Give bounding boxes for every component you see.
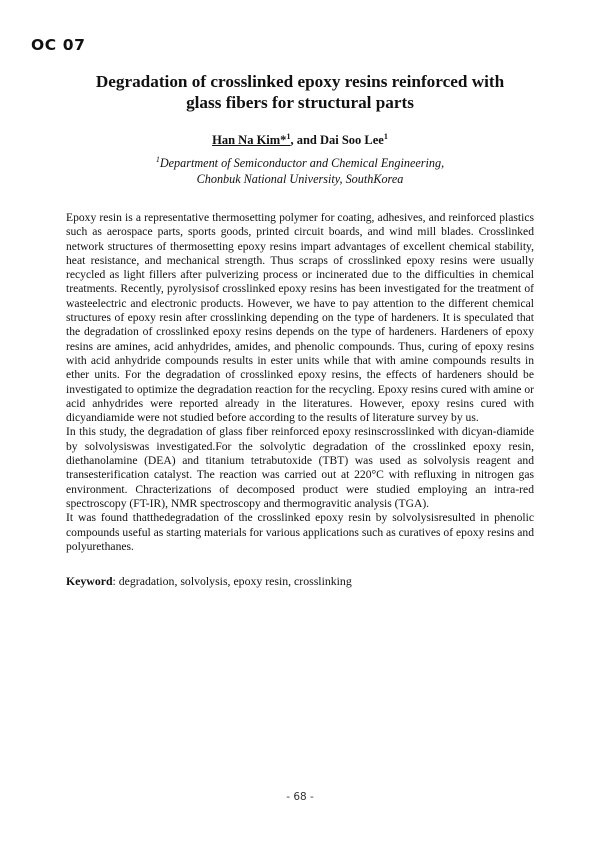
abstract-body [66, 211, 534, 554]
affiliation-department: Department of Semiconductor and Chemical Engineering, [159, 156, 445, 170]
author-presenting [212, 133, 290, 147]
keyword-label: Keyword [66, 574, 113, 588]
author-separator: , and [290, 133, 320, 147]
keyword-list: : degradation, solvolysis, epoxy resin, crosslinking [112, 574, 352, 588]
title-line-1: Degradation of crosslinked epoxy resins reinforced with [95, 72, 505, 91]
keywords [66, 574, 534, 589]
abstract-paragraph: Epoxy resin is a representative thermosetting polymer for coating, adhesives, and reinforced plastics such as aerospace parts, sports goods, printed circuit boards, and wind mill blades. Crosslinked network structures of thermosetting epoxy resins impart advantages of excellent chemical stability, heat resistance, and mechanical strength. Thus scraps of crosslinked epoxy resins were usually recycled as light fillers after pulverizing process or incinerated due to the difficulties in chemical treatments. Recently, pyrolysisof crosslinked epoxy resins has been investigated for the treatment of wasteelectric and electronic products. However, we have to pay attention to the different chemical structures of epoxy resin after crosslinking depending on the type of hardeners. It is speculated that the degradation of crosslinked epoxy resins depends on the type of hardeners. Hardeners of epoxy resins are amines, acid anhydrides, amides, and phenolic compounds. Thus, curing of epoxy resins with acid anhydride compounds results in ester units while that with amine compounds results in ether units. For the degradation of crosslinked epoxy resins, the effects of hardeners should be investigated to optimize the degradation reaction for the recycling. Epoxy resins cured with amine or acid anhydrides were reported already in the literatures. However, epoxy resins cured with dicyandiamide were not studied before according to the results of literature survey by us. [66, 211, 534, 425]
author-1-affiliation-mark: 1 [286, 132, 291, 141]
abstract-paragraph: It was found thatthedegradation of the crosslinked epoxy resin by solvolysisresulted in phenolic compounds useful as starting materials for various applications such as curatives of epoxy resins and polyurethanes. [66, 511, 534, 553]
paper-title [60, 71, 540, 113]
author-2-affiliation-mark: 1 [383, 132, 388, 141]
author-list [60, 129, 540, 148]
affiliation-mark: 1 [155, 155, 160, 164]
author-2-name: Dai Soo Lee [319, 133, 384, 147]
author-1-name: Han Na Kim* [212, 133, 287, 147]
title-line-2: glass fibers for structural parts [186, 93, 414, 112]
affiliation-line-1 [60, 152, 540, 171]
affiliation-line-2: Chonbuk National University, SouthKorea [196, 172, 404, 186]
session-code: OC 07 [31, 36, 86, 54]
affiliation [60, 152, 540, 187]
abstract-paragraph: In this study, the degradation of glass fiber reinforced epoxy resinscrosslinked with dicyan-diamide by solvolysiswas investigated.For the solvolytic degradation of the crosslinked epoxy resin, diethanolamine (DEA) and titanium tetrabutoxide (TBT) was used as solvolysis reagent and transesterification catalyst. The reaction was carried out at 220°C with refluxing in nitrogen gas environment. Chracterizations of decomposed product were studied employing an intra-red spectroscopy (FT-IR), NMR spectroscopy and thermogravitic analysis (TGA). [66, 425, 534, 510]
page-number: - 68 - [286, 791, 314, 803]
